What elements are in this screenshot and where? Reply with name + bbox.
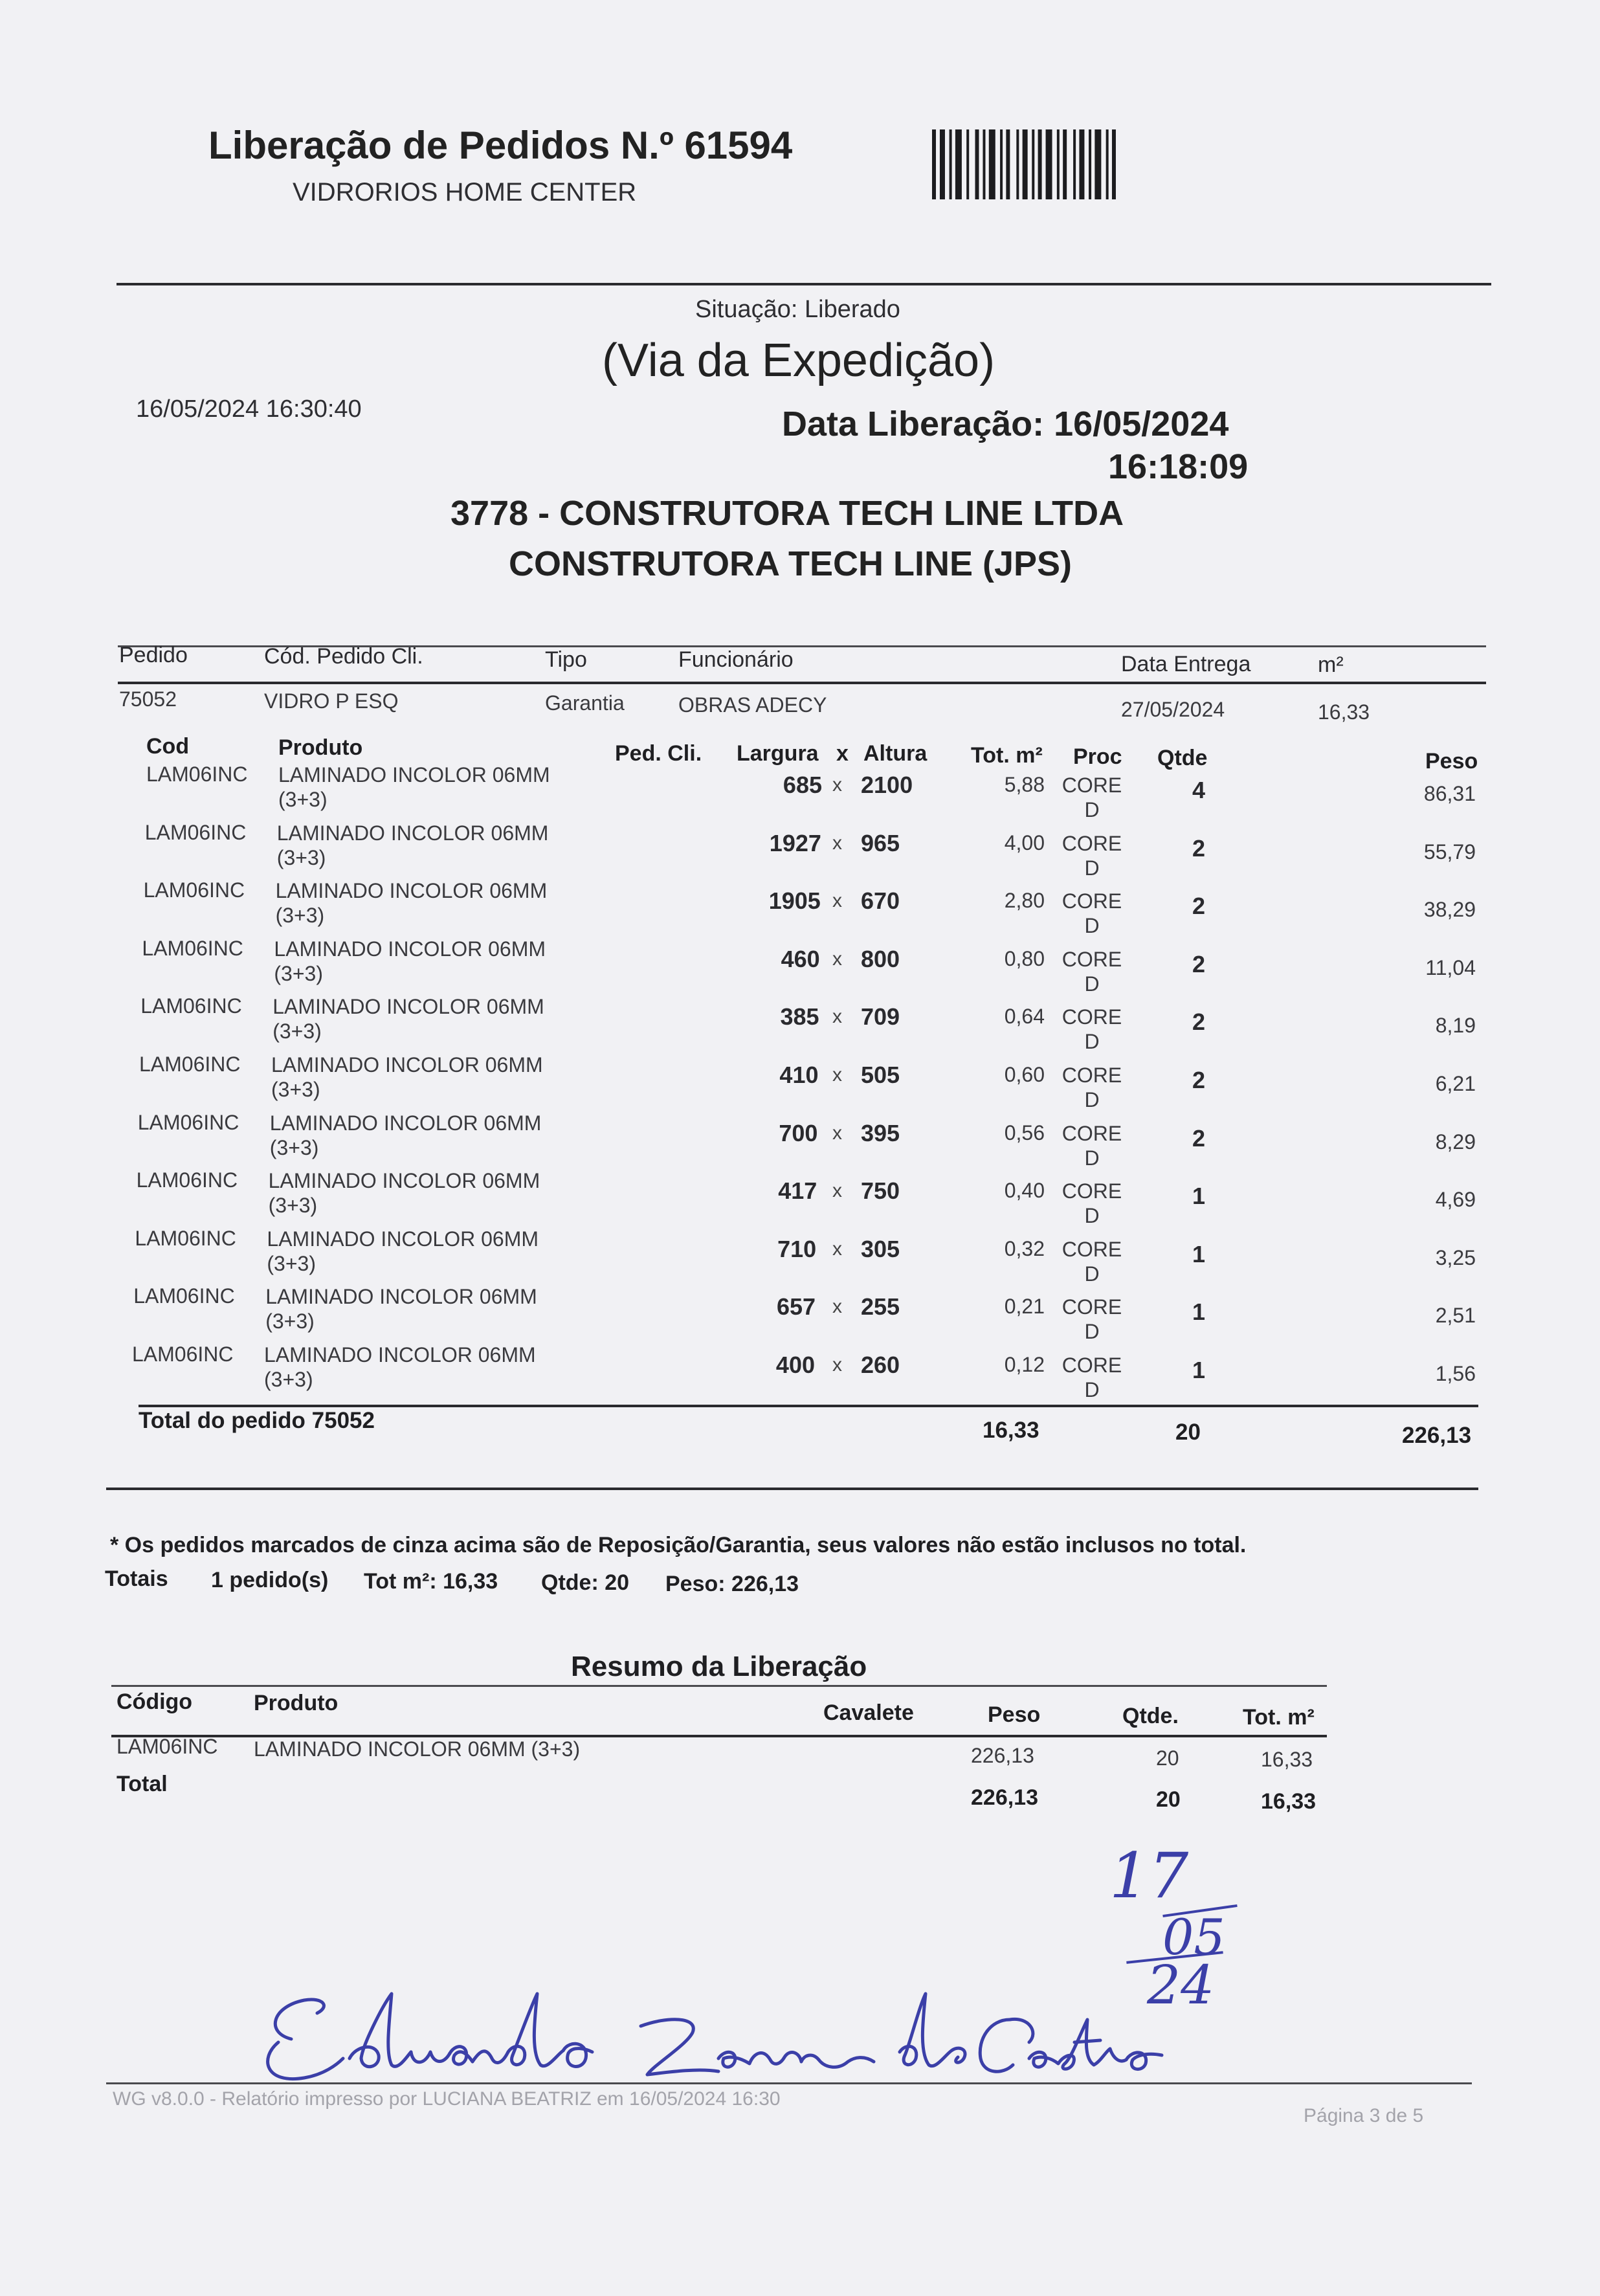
summary-total-tot-m2: 16,33 [1261,1789,1317,1814]
item-proc-line2: D [1084,1204,1100,1228]
barcode-bar [989,129,995,199]
item-tot-m2: 0,32 [1004,1236,1045,1260]
release-time: 16:18:09 [1108,447,1249,486]
item-proc-line1: CORE [1061,1179,1122,1203]
item-proc-line1: CORE [1061,831,1122,855]
item-product [278,763,550,812]
status-text: Situação: Liberado [695,296,900,323]
item-times: x [832,890,842,912]
item-product-spec: (3+3) [269,1135,319,1159]
item-product-spec: (3+3) [264,1368,313,1391]
item-times: x [832,1238,842,1260]
item-height: 750 [861,1177,900,1205]
item-width: 385 [780,1003,819,1031]
item-times: x [832,1064,842,1086]
item-proc-line1: CORE [1061,774,1122,797]
item-proc [1056,1179,1128,1228]
item-code: LAM06INC [137,1110,239,1134]
barcode-bar [1089,129,1091,199]
item-product-name: LAMINADO INCOLOR 06MM [272,995,544,1019]
item-tot-m2: 4,00 [1004,830,1045,854]
item-product [274,937,546,986]
order-total-qtde: 20 [1175,1420,1201,1445]
barcode-bar [966,129,969,199]
items-col-tot-m2: Tot. m² [971,743,1043,768]
item-product-spec: (3+3) [267,1251,316,1275]
item-proc [1056,1121,1128,1170]
item-width: 410 [779,1062,819,1088]
handwritten-day: 17 [1109,1840,1189,1912]
order-header-bottom-line [118,682,1486,684]
item-proc-line2: D [1084,972,1100,996]
totals-m2: Tot m²: 16,33 [364,1569,498,1594]
item-product-name: LAMINADO INCOLOR 06MM [276,821,549,845]
item-qtde: 2 [1192,1009,1206,1036]
barcode-bar [955,129,962,199]
item-width: 700 [779,1119,818,1146]
col-m2: m² [1318,652,1344,677]
summary-top-line [111,1685,1327,1687]
item-qtde: 1 [1192,1240,1206,1267]
barcode-bar [1073,129,1076,199]
signature [252,1981,1172,2097]
item-tot-m2: 0,56 [1004,1120,1045,1144]
order-delivery-date: 27/05/2024 [1121,698,1225,721]
item-proc-line2: D [1084,856,1100,880]
item-times: x [832,948,842,970]
item-width: 1905 [768,887,821,915]
item-proc [1056,1005,1128,1054]
item-product-name: LAMINADO INCOLOR 06MM [271,1053,543,1076]
summary-row-produto: LAMINADO INCOLOR 06MM (3+3) [254,1737,581,1761]
item-product-spec: (3+3) [272,1020,322,1043]
barcode-bar [1000,129,1003,199]
summary-col-peso: Peso [988,1702,1041,1727]
barcode-bar [1057,129,1060,199]
item-product [267,1227,539,1276]
item-proc-line2: D [1084,1030,1100,1054]
item-width: 400 [775,1352,815,1378]
item-times: x [832,1180,842,1202]
item-code: LAM06INC [146,763,248,786]
item-height: 505 [861,1062,900,1088]
order-number: 75052 [119,687,177,711]
item-qtde: 1 [1192,1183,1206,1210]
item-tot-m2: 0,21 [1004,1295,1045,1319]
item-product [269,1168,540,1218]
item-code: LAM06INC [136,1168,238,1192]
item-proc-line1: CORE [1061,1005,1122,1029]
col-pedido: Pedido [119,643,188,667]
order-m2: 16,33 [1318,700,1370,724]
item-peso: 55,79 [1423,840,1476,864]
item-height: 255 [861,1293,900,1321]
barcode-bar [1006,129,1010,199]
item-proc-line1: CORE [1061,1121,1122,1145]
item-product-name: LAMINADO INCOLOR 06MM [265,1285,537,1309]
summary-total-qtde: 20 [1156,1787,1181,1812]
item-code: LAM06INC [144,820,247,844]
summary-total-label: Total [117,1772,168,1796]
item-product-name: LAMINADO INCOLOR 06MM [269,1111,542,1135]
footer-line [106,2082,1472,2084]
report-title: Liberação de Pedidos N.º 61594 [208,124,793,167]
item-width: 460 [781,945,820,972]
item-proc-line1: CORE [1061,947,1122,971]
header-divider [117,283,1491,285]
item-proc-line1: CORE [1061,1064,1122,1087]
item-product-spec: (3+3) [268,1194,318,1218]
item-proc [1056,889,1128,938]
summary-col-codigo: Código [117,1689,193,1714]
summary-col-cavalete: Cavalete [823,1700,914,1725]
item-proc [1056,1063,1128,1112]
item-times: x [832,1122,842,1144]
item-code: LAM06INC [132,1343,234,1366]
item-product-name: LAMINADO INCOLOR 06MM [278,763,550,786]
item-proc [1056,831,1128,880]
item-tot-m2: 0,12 [1004,1353,1045,1376]
item-height: 2100 [861,772,913,798]
item-width: 657 [777,1293,816,1321]
item-width: 417 [778,1177,817,1205]
items-col-ped-cli: Ped. Cli. [615,741,702,766]
barcode-bar [1106,129,1109,199]
order-total-label: Total do pedido 75052 [139,1408,375,1433]
summary-total-peso: 226,13 [971,1785,1038,1810]
item-product-name: LAMINADO INCOLOR 06MM [274,937,546,961]
item-proc-line2: D [1084,1146,1100,1170]
item-qtde: 1 [1192,1298,1206,1326]
item-proc-line2: D [1084,798,1100,821]
order-employee: OBRAS ADECY [678,693,827,717]
item-code: LAM06INC [140,994,242,1018]
item-proc [1056,1353,1128,1402]
items-col-proc: Proc [1073,744,1122,769]
summary-row-qtde: 20 [1156,1746,1179,1770]
item-proc [1056,947,1128,996]
summary-row-codigo: LAM06INC [117,1735,218,1758]
item-qtde: 2 [1192,950,1206,977]
via-title: (Via da Expedição) [602,335,995,386]
company-name: VIDRORIOS HOME CENTER [293,178,637,206]
item-times: x [832,1296,842,1318]
item-proc-line2: D [1084,914,1100,938]
item-qtde: 4 [1192,777,1206,803]
item-product [271,1053,543,1102]
barcode-bar [950,129,952,199]
barcode-bar [940,129,945,199]
items-col-cod: Cod [146,734,190,759]
barcode-bar [1032,129,1034,199]
item-proc-line2: D [1084,1378,1100,1401]
item-product-name: LAMINADO INCOLOR 06MM [275,879,548,903]
client-site: CONSTRUTORA TECH LINE (JPS) [509,544,1072,583]
col-funcionario: Funcionário [678,647,794,672]
items-col-altura: Altura [863,741,928,766]
item-product-spec: (3+3) [271,1078,320,1101]
barcode-bar [932,129,936,199]
footnote: * Os pedidos marcados de cinza acima são de Reposição/Garantia, seus valores não estão inclusos no total. [110,1533,1247,1557]
summary-col-produto: Produto [254,1691,339,1715]
section-divider [106,1488,1478,1490]
barcode-bar [1016,129,1019,199]
col-data-entrega: Data Entrega [1121,652,1251,676]
item-height: 800 [861,945,900,972]
totals-orders: 1 pedido(s) [211,1568,329,1592]
item-code: LAM06INC [143,878,245,902]
client-name: 3778 - CONSTRUTORA TECH LINE LTDA [450,494,1124,533]
item-product [277,821,549,870]
print-datetime: 16/05/2024 16:30:40 [136,396,362,423]
item-product [272,994,544,1043]
item-product-name: LAMINADO INCOLOR 06MM [268,1169,540,1193]
barcode-bar [1094,129,1101,199]
item-tot-m2: 5,88 [1004,773,1045,796]
item-times: x [832,832,842,854]
item-code: LAM06INC [133,1284,235,1308]
summary-col-tot-m2: Tot. m² [1243,1705,1315,1730]
summary-row-peso: 226,13 [971,1744,1034,1767]
summary-col-qtde: Qtde. [1122,1704,1179,1728]
handwritten-month: 05 [1162,1908,1225,1966]
item-peso: 6,21 [1435,1072,1476,1095]
items-col-peso: Peso [1425,749,1478,774]
item-peso: 8,29 [1435,1130,1476,1154]
item-peso: 38,29 [1423,898,1476,922]
item-product-spec: (3+3) [276,845,326,869]
barcode [932,129,1178,199]
col-cod-pedido-cli: Cód. Pedido Cli. [264,644,423,669]
item-tot-m2: 2,80 [1004,889,1045,913]
item-product [270,1111,542,1160]
items-col-x: x [836,741,849,766]
item-tot-m2: 0,60 [1004,1063,1045,1086]
item-proc-line1: CORE [1061,889,1122,913]
item-qtde: 1 [1192,1357,1206,1383]
items-col-qtde: Qtde [1157,746,1208,770]
order-total-line [139,1405,1478,1407]
item-tot-m2: 0,40 [1004,1179,1045,1203]
item-width: 710 [777,1235,817,1262]
item-height: 965 [861,829,900,856]
item-proc [1056,1237,1128,1286]
order-client-code: VIDRO P ESQ [264,689,399,713]
item-proc-line2: D [1084,1320,1100,1344]
release-date: Data Liberação: 16/05/2024 [782,405,1229,443]
summary-title: Resumo da Liberação [571,1651,867,1682]
item-tot-m2: 0,64 [1004,1005,1045,1029]
item-proc [1056,773,1128,822]
item-peso: 11,04 [1425,955,1476,979]
item-peso: 2,51 [1435,1304,1476,1328]
item-height: 395 [861,1119,900,1146]
item-peso: 3,25 [1435,1245,1476,1269]
item-product-name: LAMINADO INCOLOR 06MM [264,1343,536,1366]
order-total-peso: 226,13 [1402,1423,1472,1448]
handwritten-year: 24 [1147,1955,1215,2016]
item-proc-line2: D [1084,1262,1100,1286]
item-proc-line2: D [1084,1088,1100,1111]
col-tipo: Tipo [545,647,587,672]
item-proc-line1: CORE [1061,1354,1122,1377]
item-height: 709 [861,1003,900,1031]
summary-row-tot-m2: 16,33 [1261,1748,1313,1771]
barcode-bar [1079,129,1084,199]
item-proc-line1: CORE [1061,1295,1122,1319]
item-qtde: 2 [1192,1124,1206,1152]
item-product-spec: (3+3) [274,961,323,985]
barcode-bar [975,129,979,199]
item-times: x [832,1006,842,1028]
item-product-spec: (3+3) [275,904,325,928]
item-product [264,1343,536,1392]
totals-peso: Peso: 226,13 [665,1572,799,1596]
barcode-bar [1063,129,1067,199]
item-qtde: 2 [1192,1067,1206,1093]
item-width: 1927 [769,829,821,856]
item-product-name: LAMINADO INCOLOR 06MM [267,1227,539,1251]
item-proc [1056,1295,1128,1344]
item-height: 260 [861,1352,900,1378]
item-code: LAM06INC [142,936,243,960]
item-height: 670 [861,887,900,915]
item-peso: 8,19 [1435,1014,1476,1038]
item-peso: 4,69 [1435,1188,1476,1212]
footer-report-info: WG v8.0.0 - Relatório impresso por LUCIANA BEATRIZ em 16/05/2024 16:30 [113,2088,781,2110]
item-times: x [832,1354,842,1376]
item-code: LAM06INC [135,1226,236,1250]
item-product-spec: (3+3) [265,1310,315,1333]
item-width: 685 [783,772,822,798]
barcode-bar [1038,129,1042,199]
totals-qtde: Qtde: 20 [541,1570,630,1595]
item-peso: 86,31 [1423,782,1476,805]
order-type: Garantia [545,691,625,715]
barcode-bar [983,129,985,199]
item-tot-m2: 0,80 [1004,946,1045,970]
items-col-produto: Produto [278,735,363,760]
item-product [276,878,548,928]
item-qtde: 2 [1192,893,1206,920]
item-product [265,1284,537,1333]
totals-label: Totais [105,1566,168,1591]
item-code: LAM06INC [139,1053,241,1076]
items-col-largura: Largura [737,741,819,766]
item-product-spec: (3+3) [278,788,328,811]
item-qtde: 2 [1192,834,1206,862]
barcode-bar [1023,129,1028,199]
order-total-m2: 16,33 [983,1418,1039,1443]
item-times: x [832,774,842,796]
barcode-bar [1112,129,1116,199]
item-height: 305 [861,1235,900,1262]
item-proc-line1: CORE [1061,1237,1122,1261]
item-peso: 1,56 [1435,1362,1476,1385]
footer-page-number: Página 3 de 5 [1304,2105,1424,2126]
barcode-bar [1046,129,1052,199]
